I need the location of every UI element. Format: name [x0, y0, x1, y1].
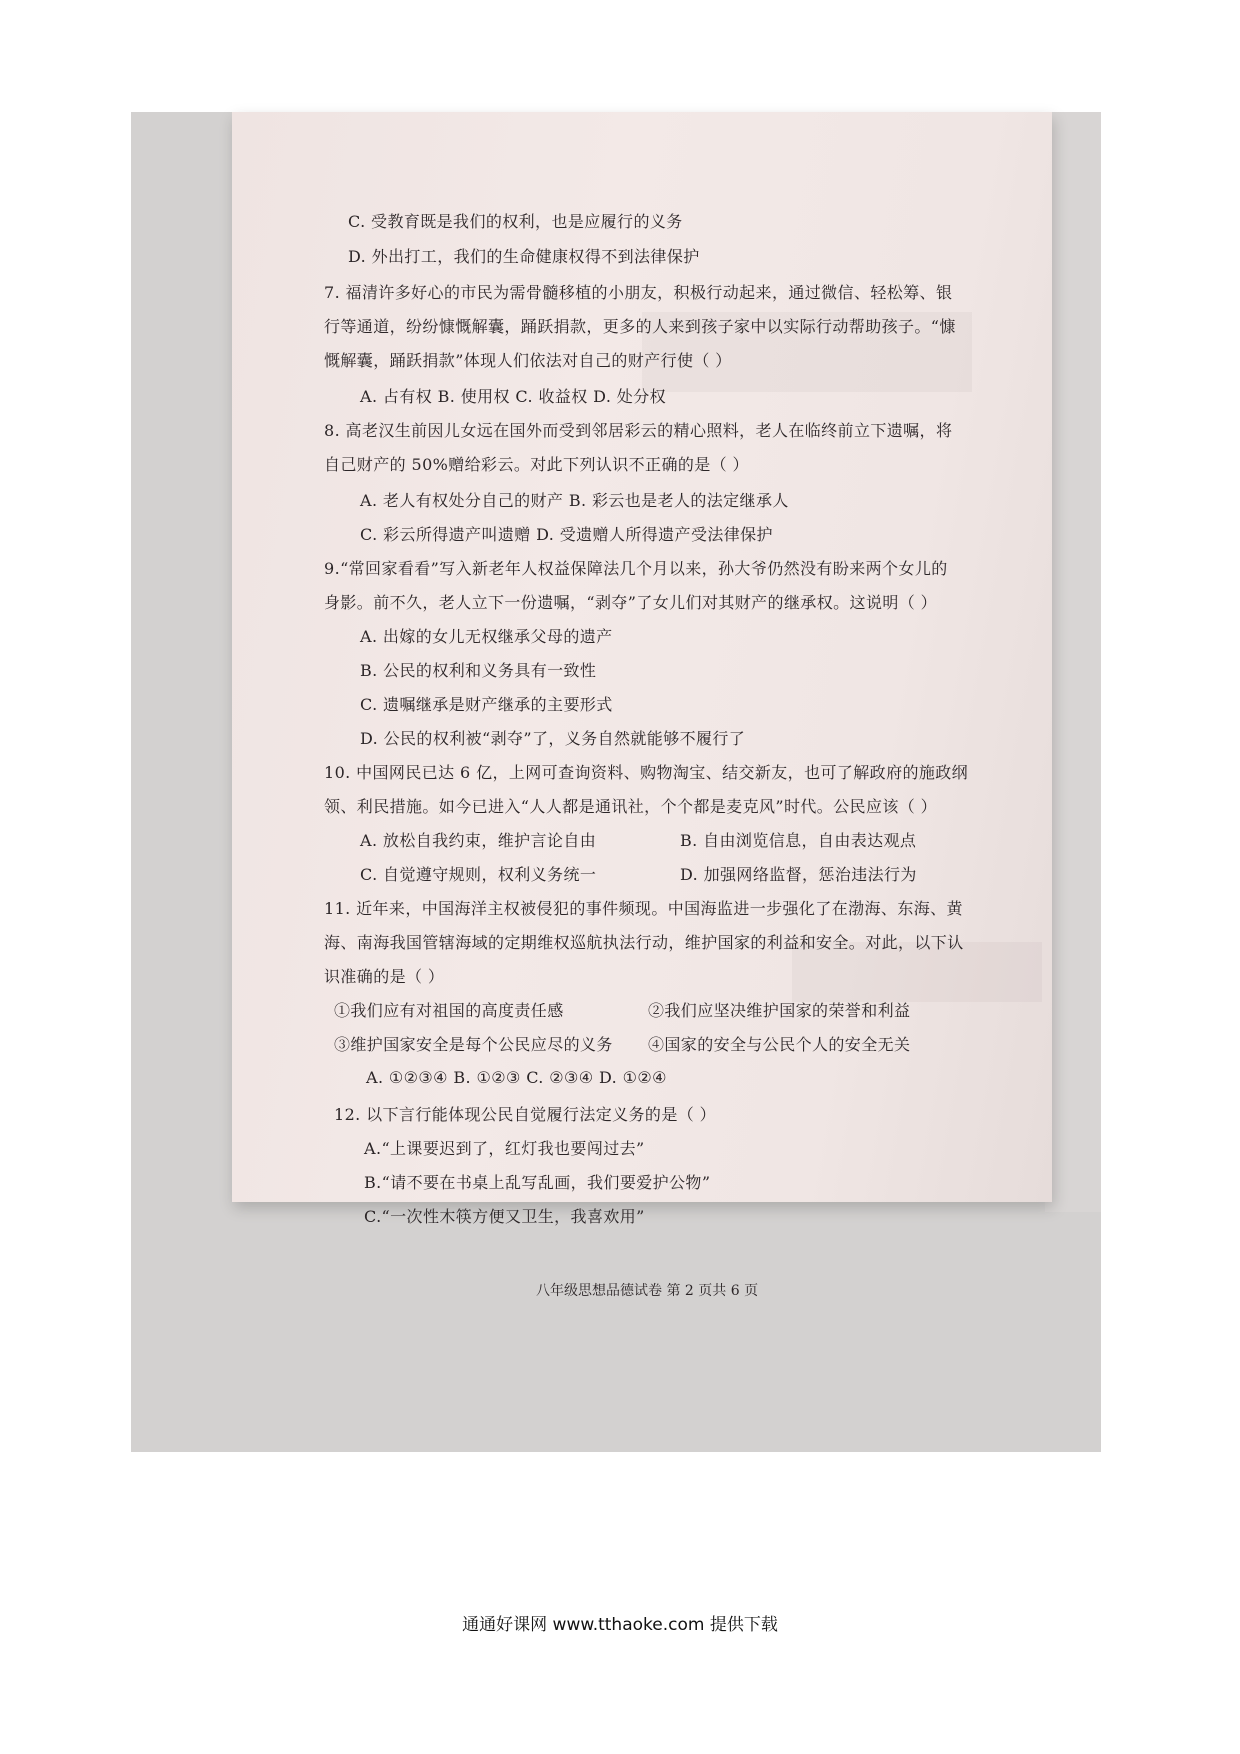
option-line: D. 外出打工，我们的生命健康权得不到法律保护 — [348, 247, 700, 266]
option-line: C. 彩云所得遗产叫遗赠 D. 受遗赠人所得遗产受法律保护 — [360, 525, 773, 544]
statement-line: ③维护国家安全是每个公民应尽的义务 — [334, 1035, 613, 1054]
question-line: 行等通道，纷纷慷慨解囊，踊跃捐款，更多的人来到孩子家中以实际行动帮助孩子。“慷 — [324, 317, 956, 336]
statement-line: ④国家的安全与公民个人的安全无关 — [648, 1035, 911, 1054]
option-line: D. 加强网络监督，惩治违法行为 — [680, 865, 917, 884]
question-line: 识准确的是（ ） — [324, 967, 445, 986]
option-line: B. 公民的权利和义务具有一致性 — [360, 661, 597, 680]
option-line: B. 自由浏览信息，自由表达观点 — [680, 831, 917, 850]
question-line: 9.“常回家看看”写入新老年人权益保障法几个月以来，孙大爷仍然没有盼来两个女儿的 — [324, 559, 948, 578]
option-line: A. 放松自我约束，维护言论自由 — [360, 831, 597, 850]
question-line: 11. 近年来，中国海洋主权被侵犯的事件频现。中国海监进一步强化了在渤海、东海、黄 — [324, 899, 963, 918]
download-credit: 通通好课网 www.tthaoke.com 提供下载 — [462, 1615, 778, 1635]
option-line: D. 公民的权利被“剥夺”了，义务自然就能够不履行了 — [360, 729, 746, 748]
option-line: A. 出嫁的女儿无权继承父母的遗产 — [360, 627, 613, 646]
question-line: 12. 以下言行能体现公民自觉履行法定义务的是（ ） — [334, 1105, 717, 1124]
page-footer: 八年级思想品德试卷 第 2 页共 6 页 — [536, 1283, 759, 1299]
question-line: 10. 中国网民已达 6 亿，上网可查询资料、购物淘宝、结交新友，也可了解政府的施政纲 — [324, 763, 969, 782]
statement-line: ②我们应坚决维护国家的荣誉和利益 — [648, 1001, 911, 1020]
option-line: C.“一次性木筷方便又卫生，我喜欢用” — [364, 1207, 645, 1226]
option-line: B.“请不要在书桌上乱写乱画，我们要爱护公物” — [364, 1173, 711, 1192]
option-line: A.“上课要迟到了，红灯我也要闯过去” — [364, 1139, 645, 1158]
question-line: 海、南海我国管辖海域的定期维权巡航执法行动，维护国家的利益和安全。对此，以下认 — [324, 933, 964, 952]
question-line: 7. 福清许多好心的市民为需骨髓移植的小朋友，积极行动起来，通过微信、轻松筹、银 — [324, 283, 953, 302]
question-line: 领、利民措施。如今已进入“人人都是通讯社，个个都是麦克风”时代。公民应该（ ） — [324, 797, 938, 816]
question-line: 身影。前不久，老人立下一份遗嘱，“剥夺”了女儿们对其财产的继承权。这说明（ ） — [324, 593, 938, 612]
option-line: A. 占有权 B. 使用权 C. 收益权 D. 处分权 — [360, 387, 666, 406]
statement-line: ①我们应有对祖国的高度责任感 — [334, 1001, 564, 1020]
option-line: C. 受教育既是我们的权利，也是应履行的义务 — [348, 212, 683, 231]
question-line: 自己财产的 50%赠给彩云。对此下列认识不正确的是（ ） — [324, 455, 749, 474]
question-line: 慨解囊，踊跃捐款”体现人们依法对自己的财产行使（ ） — [324, 351, 732, 370]
option-line: A. 老人有权处分自己的财产 B. 彩云也是老人的法定继承人 — [360, 491, 789, 510]
option-line: C. 自觉遵守规则，权利义务统一 — [360, 865, 597, 884]
option-line: A. ①②③④ B. ①②③ C. ②③④ D. ①②④ — [366, 1068, 667, 1087]
adjacent-page-edge — [1045, 112, 1101, 1212]
option-line: C. 遗嘱继承是财产继承的主要形式 — [360, 695, 613, 714]
question-line: 8. 高老汉生前因儿女远在国外而受到邻居彩云的精心照料，老人在临终前立下遗嘱，将 — [324, 421, 953, 440]
